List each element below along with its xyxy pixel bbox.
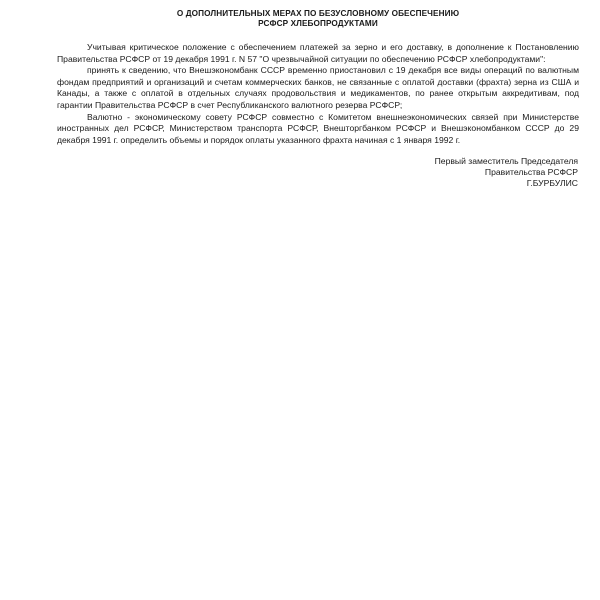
title-line-1: О ДОПОЛНИТЕЛЬНЫХ МЕРАХ ПО БЕЗУСЛОВНОМУ ОБЕСПЕЧЕНИЮ <box>176 9 460 18</box>
paragraph-preamble: Учитывая критическое положение с обеспечением платежей за зерно и его доставку, в дополнение к Постановлению Правительства РСФСР от 19 декабря 1991 г. N 57 "О чрезвычайной ситуации по обеспечению РСФСР хлебопродуктами": <box>57 42 579 64</box>
signature-block <box>57 156 579 189</box>
paragraph-currency-council: Валютно - экономическому совету РСФСР совместно с Комитетом внешнеэкономических связей при Министерстве иностранных дел РСФСР, Министерством транспорта РСФСР, Внешторгбанком РСФСР и Внешэкономбанком СССР до 29 декабря 1991 г. определить объемы и порядок оплаты указанного фрахта начиная с 1 января 1992 г. <box>57 111 579 145</box>
signature-organization: Правительства РСФСР <box>484 167 578 178</box>
document-content <box>57 9 579 189</box>
signature-position: Первый заместитель Председателя <box>434 156 578 167</box>
title-line-2: РСФСР ХЛЕБОПРОДУКТАМИ <box>258 19 378 28</box>
document-title <box>57 9 579 29</box>
paragraph-vneshekonombank: принять к сведению, что Внешэкономбанк СССР временно приостановил с 19 декабря все виды операций по валютным фондам предприятий и организаций и счетам коммерческих банков, не связанные с оплатой доставки (фрахта) зерна из США и Канады, а также с оплатой в отдельных случаях продовольствия и медикаментов, по ранее открытым аккредитивам, под гарантии Правительства РСФСР в счет Республиканского валютного резерва РСФСР; <box>57 65 579 110</box>
signature-name: Г.БУРБУЛИС <box>526 178 578 189</box>
